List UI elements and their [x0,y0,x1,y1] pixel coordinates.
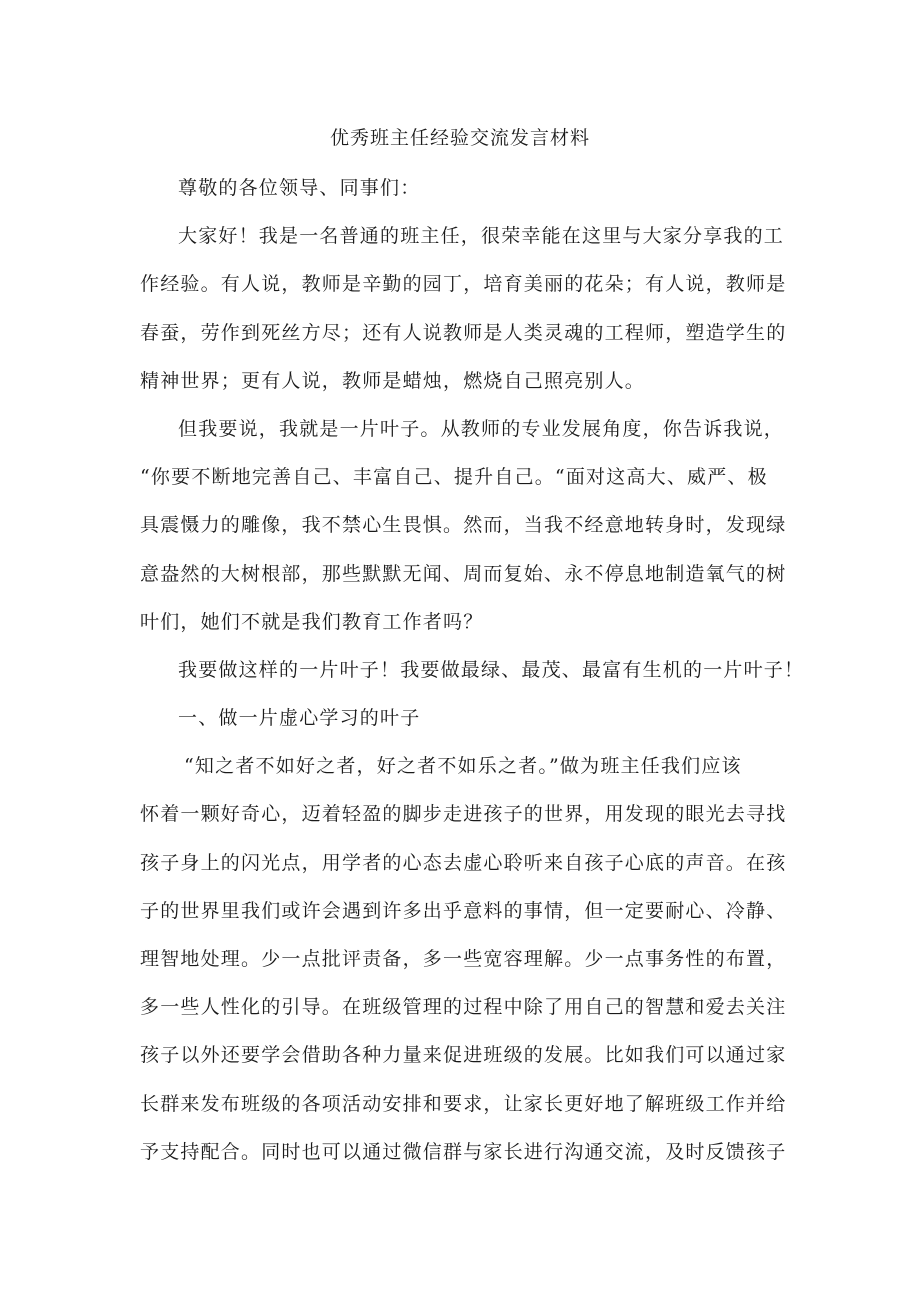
paragraph-line: “知之者不如好之者，好之者不如乐之者。”做为班主任我们应该 [184,755,742,778]
document-title: 优秀班主任经验交流发言材料 [329,127,590,149]
paragraph-line: 怀着一颗好奇心，迈着轻盈的脚步走进孩子的世界，用发现的眼光去寻找 [140,803,787,826]
document-body [140,164,805,1176]
paragraph-line: 叶们，她们不就是我们教育工作者吗？ [140,610,484,633]
paragraph-line: 春蚕，劳作到死丝方尽；还有人说教师是人类灵魂的工程师，塑造学生的 [140,321,787,344]
section-heading: 一、做一片虚心学习的叶子 [178,707,421,730]
paragraph-line: 大家好！我是一名普通的班主任，很荣幸能在这里与大家分享我的工 [178,225,785,248]
paragraph-line: 精神世界；更有人说，教师是蜡烛，燃烧自己照亮别人。 [140,369,646,392]
paragraph-line: 但我要说，我就是一片叶子。从教师的专业发展角度，你告诉我说， [178,417,785,440]
paragraph-line: 具震慑力的雕像，我不禁心生畏惧。然而，当我不经意地转身时，发现绿 [140,514,787,537]
paragraph-line: 作经验。有人说，教师是辛勤的园丁，培育美丽的花朵；有人说，教师是 [140,273,787,296]
paragraph-line: 多一些人性化的引导。在班级管理的过程中除了用自己的智慧和爱去关注 [140,996,787,1019]
paragraph-line: “你要不断地完善自己、丰富自己、提升自己。“面对这高大、威严、极 [140,466,768,489]
paragraph-line: 孩子身上的闪光点，用学者的心态去虚心聆听来自孩子心底的声音。在孩 [140,851,787,874]
paragraph-line: 意盎然的大树根部，那些默默无闻、周而复始、永不停息地制造氧气的树 [140,562,787,585]
paragraph-line: 子的世界里我们或许会遇到许多出乎意料的事情，但一定要耐心、冷静、 [140,899,787,922]
paragraph-line: 孩子以外还要学会借助各种力量来促进班级的发展。比如我们可以通过家 [140,1044,787,1067]
salutation-line: 尊敬的各位领导、同事们： [178,177,421,199]
paragraph-line: 长群来发布班级的各项活动安排和要求，让家长更好地了解班级工作并给 [140,1092,787,1115]
paragraph-line: 我要做这样的一片叶子！我要做最绿、最茂、最富有生机的一片叶子！ [178,658,805,681]
paragraph-line: 理智地处理。少一点批评责备，多一些宽容理解。少一点事务性的布置， [140,948,787,970]
paragraph-line: 予支持配合。同时也可以通过微信群与家长进行沟通交流，及时反馈孩子 [140,1140,787,1163]
